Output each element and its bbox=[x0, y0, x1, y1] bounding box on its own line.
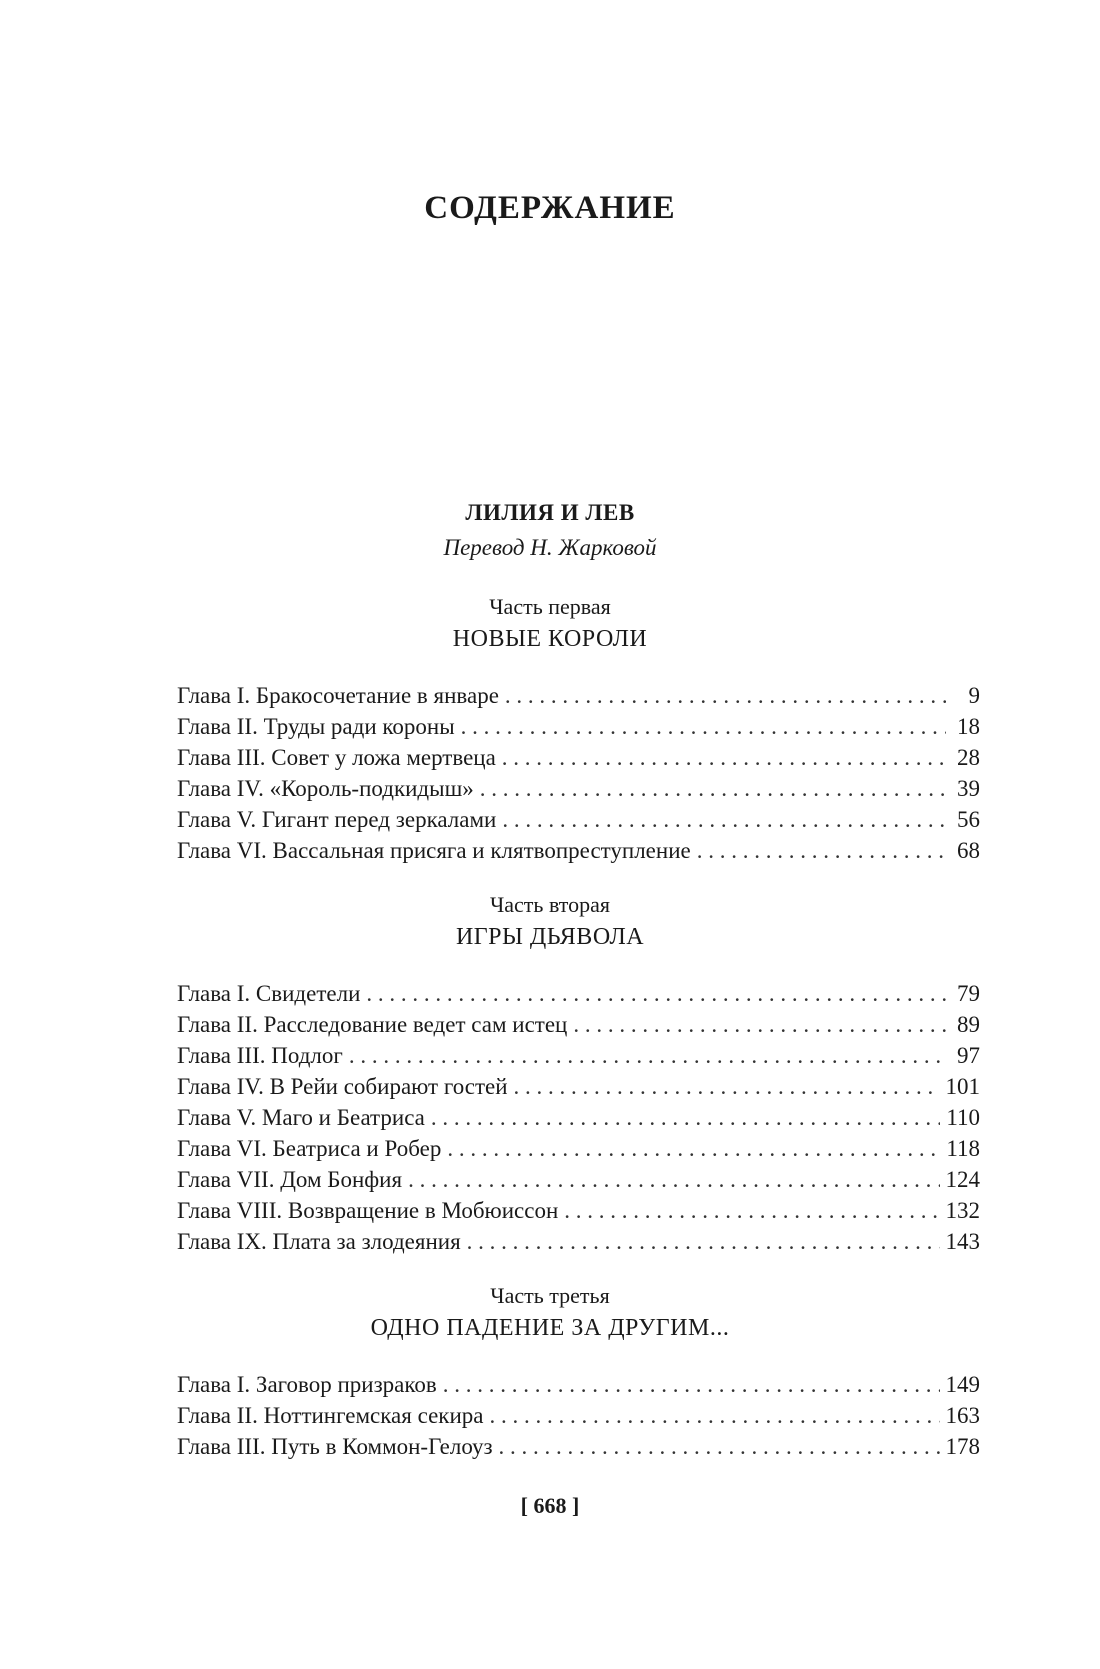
chapter-title: Глава IX. Плата за злодеяния bbox=[177, 1229, 461, 1254]
toc-entry[interactable] bbox=[177, 1400, 980, 1431]
chapter-title: Глава VI. Вассальная присяга и клятвопреступление bbox=[177, 838, 691, 863]
part-1-label: Часть первая bbox=[489, 594, 611, 619]
page-number: 118 bbox=[946, 1136, 980, 1161]
dot-leader bbox=[573, 1009, 946, 1040]
page-folio: [ 668 ] bbox=[520, 1493, 580, 1518]
chapter-title: Глава III. Путь в Коммон-Гелоуз bbox=[177, 1434, 493, 1459]
chapter-title: Глава II. Расследование ведет сам истец bbox=[177, 1012, 568, 1037]
toc-entry[interactable] bbox=[177, 742, 980, 773]
work-heading bbox=[0, 495, 1100, 565]
toc-entry[interactable] bbox=[177, 1071, 980, 1102]
dot-leader bbox=[408, 1164, 939, 1195]
page-number: 97 bbox=[957, 1043, 980, 1068]
page-number: 149 bbox=[945, 1372, 980, 1397]
dot-leader bbox=[349, 1040, 946, 1071]
chapter-title: Глава II. Труды ради короны bbox=[177, 714, 455, 739]
chapter-title: Глава II. Ноттингемская секира bbox=[177, 1403, 484, 1428]
page-number: 79 bbox=[957, 981, 980, 1006]
dot-leader bbox=[564, 1195, 939, 1226]
chapter-title: Глава V. Гигант перед зеркалами bbox=[177, 807, 497, 832]
dot-leader bbox=[431, 1102, 940, 1133]
toc-entry[interactable] bbox=[177, 1133, 980, 1164]
work-translator: Перевод Н. Жарковой bbox=[443, 535, 657, 560]
toc-entry[interactable] bbox=[177, 711, 980, 742]
toc-entry[interactable] bbox=[177, 680, 980, 711]
page-number: 101 bbox=[945, 1074, 980, 1099]
chapter-title: Глава III. Совет у ложа мертвеца bbox=[177, 745, 496, 770]
dot-leader bbox=[443, 1369, 940, 1400]
toc-entry[interactable] bbox=[177, 1164, 980, 1195]
part-2-label: Часть вторая bbox=[489, 892, 611, 917]
chapter-title: Глава VI. Беатриса и Робер bbox=[177, 1136, 442, 1161]
toc-entry[interactable] bbox=[177, 773, 980, 804]
toc-entry[interactable] bbox=[177, 1369, 980, 1400]
page-title: СОДЕРЖАНИЕ bbox=[424, 190, 676, 226]
toc-entry[interactable] bbox=[177, 1195, 980, 1226]
page-number: 9 bbox=[968, 683, 980, 708]
dot-leader bbox=[505, 680, 946, 711]
chapter-title: Глава IV. В Рейи собирают гостей bbox=[177, 1074, 508, 1099]
page-number: 68 bbox=[957, 838, 980, 863]
page-number: 124 bbox=[945, 1167, 980, 1192]
page-number: 132 bbox=[945, 1198, 980, 1223]
page-number: 143 bbox=[945, 1229, 980, 1254]
toc-entry[interactable] bbox=[177, 1009, 980, 1040]
dot-leader bbox=[447, 1133, 940, 1164]
part-1-toc bbox=[177, 680, 980, 866]
page-number: 56 bbox=[957, 807, 980, 832]
part-1-title: НОВЫЕ КОРОЛИ bbox=[452, 626, 648, 652]
page-number: 163 bbox=[945, 1403, 980, 1428]
chapter-title: Глава VIII. Возвращение в Мобюиссон bbox=[177, 1198, 559, 1223]
toc-entry[interactable] bbox=[177, 978, 980, 1009]
chapter-title: Глава VII. Дом Бонфия bbox=[177, 1167, 403, 1192]
toc-entry[interactable] bbox=[177, 1226, 980, 1257]
part-3-label: Часть третья bbox=[490, 1283, 610, 1308]
chapter-title: Глава I. Бракосочетание в январе bbox=[177, 683, 499, 708]
toc-entry[interactable] bbox=[177, 835, 980, 866]
part-2-title: ИГРЫ ДЬЯВОЛА bbox=[455, 924, 645, 950]
dot-leader bbox=[697, 835, 946, 866]
toc-entry[interactable] bbox=[177, 1040, 980, 1071]
chapter-title: Глава III. Подлог bbox=[177, 1043, 343, 1068]
work-title: ЛИЛИЯ И ЛЕВ bbox=[465, 500, 635, 525]
chapter-title: Глава I. Свидетели bbox=[177, 981, 361, 1006]
page-number: 18 bbox=[957, 714, 980, 739]
dot-leader bbox=[461, 711, 946, 742]
chapter-title: Глава IV. «Король-подкидыш» bbox=[177, 776, 474, 801]
dot-leader bbox=[366, 978, 946, 1009]
part-3-title: ОДНО ПАДЕНИЕ ЗА ДРУГИМ... bbox=[370, 1315, 730, 1341]
dot-leader bbox=[489, 1400, 939, 1431]
dot-leader bbox=[467, 1226, 940, 1257]
page-number: 28 bbox=[957, 745, 980, 770]
dot-leader bbox=[514, 1071, 940, 1102]
part-3-toc bbox=[177, 1369, 980, 1462]
part-2-toc bbox=[177, 978, 980, 1257]
page-number: 178 bbox=[945, 1434, 980, 1459]
dot-leader bbox=[502, 742, 946, 773]
chapter-title: Глава I. Заговор призраков bbox=[177, 1372, 437, 1397]
page-number: 110 bbox=[946, 1105, 980, 1130]
toc-entry[interactable] bbox=[177, 1102, 980, 1133]
dot-leader bbox=[480, 773, 946, 804]
page-number: 89 bbox=[957, 1012, 980, 1037]
page-number: 39 bbox=[957, 776, 980, 801]
dot-leader bbox=[499, 1431, 940, 1462]
toc-entry[interactable] bbox=[177, 804, 980, 835]
toc-entry[interactable] bbox=[177, 1431, 980, 1462]
dot-leader bbox=[502, 804, 946, 835]
chapter-title: Глава V. Маго и Беатриса bbox=[177, 1105, 425, 1130]
